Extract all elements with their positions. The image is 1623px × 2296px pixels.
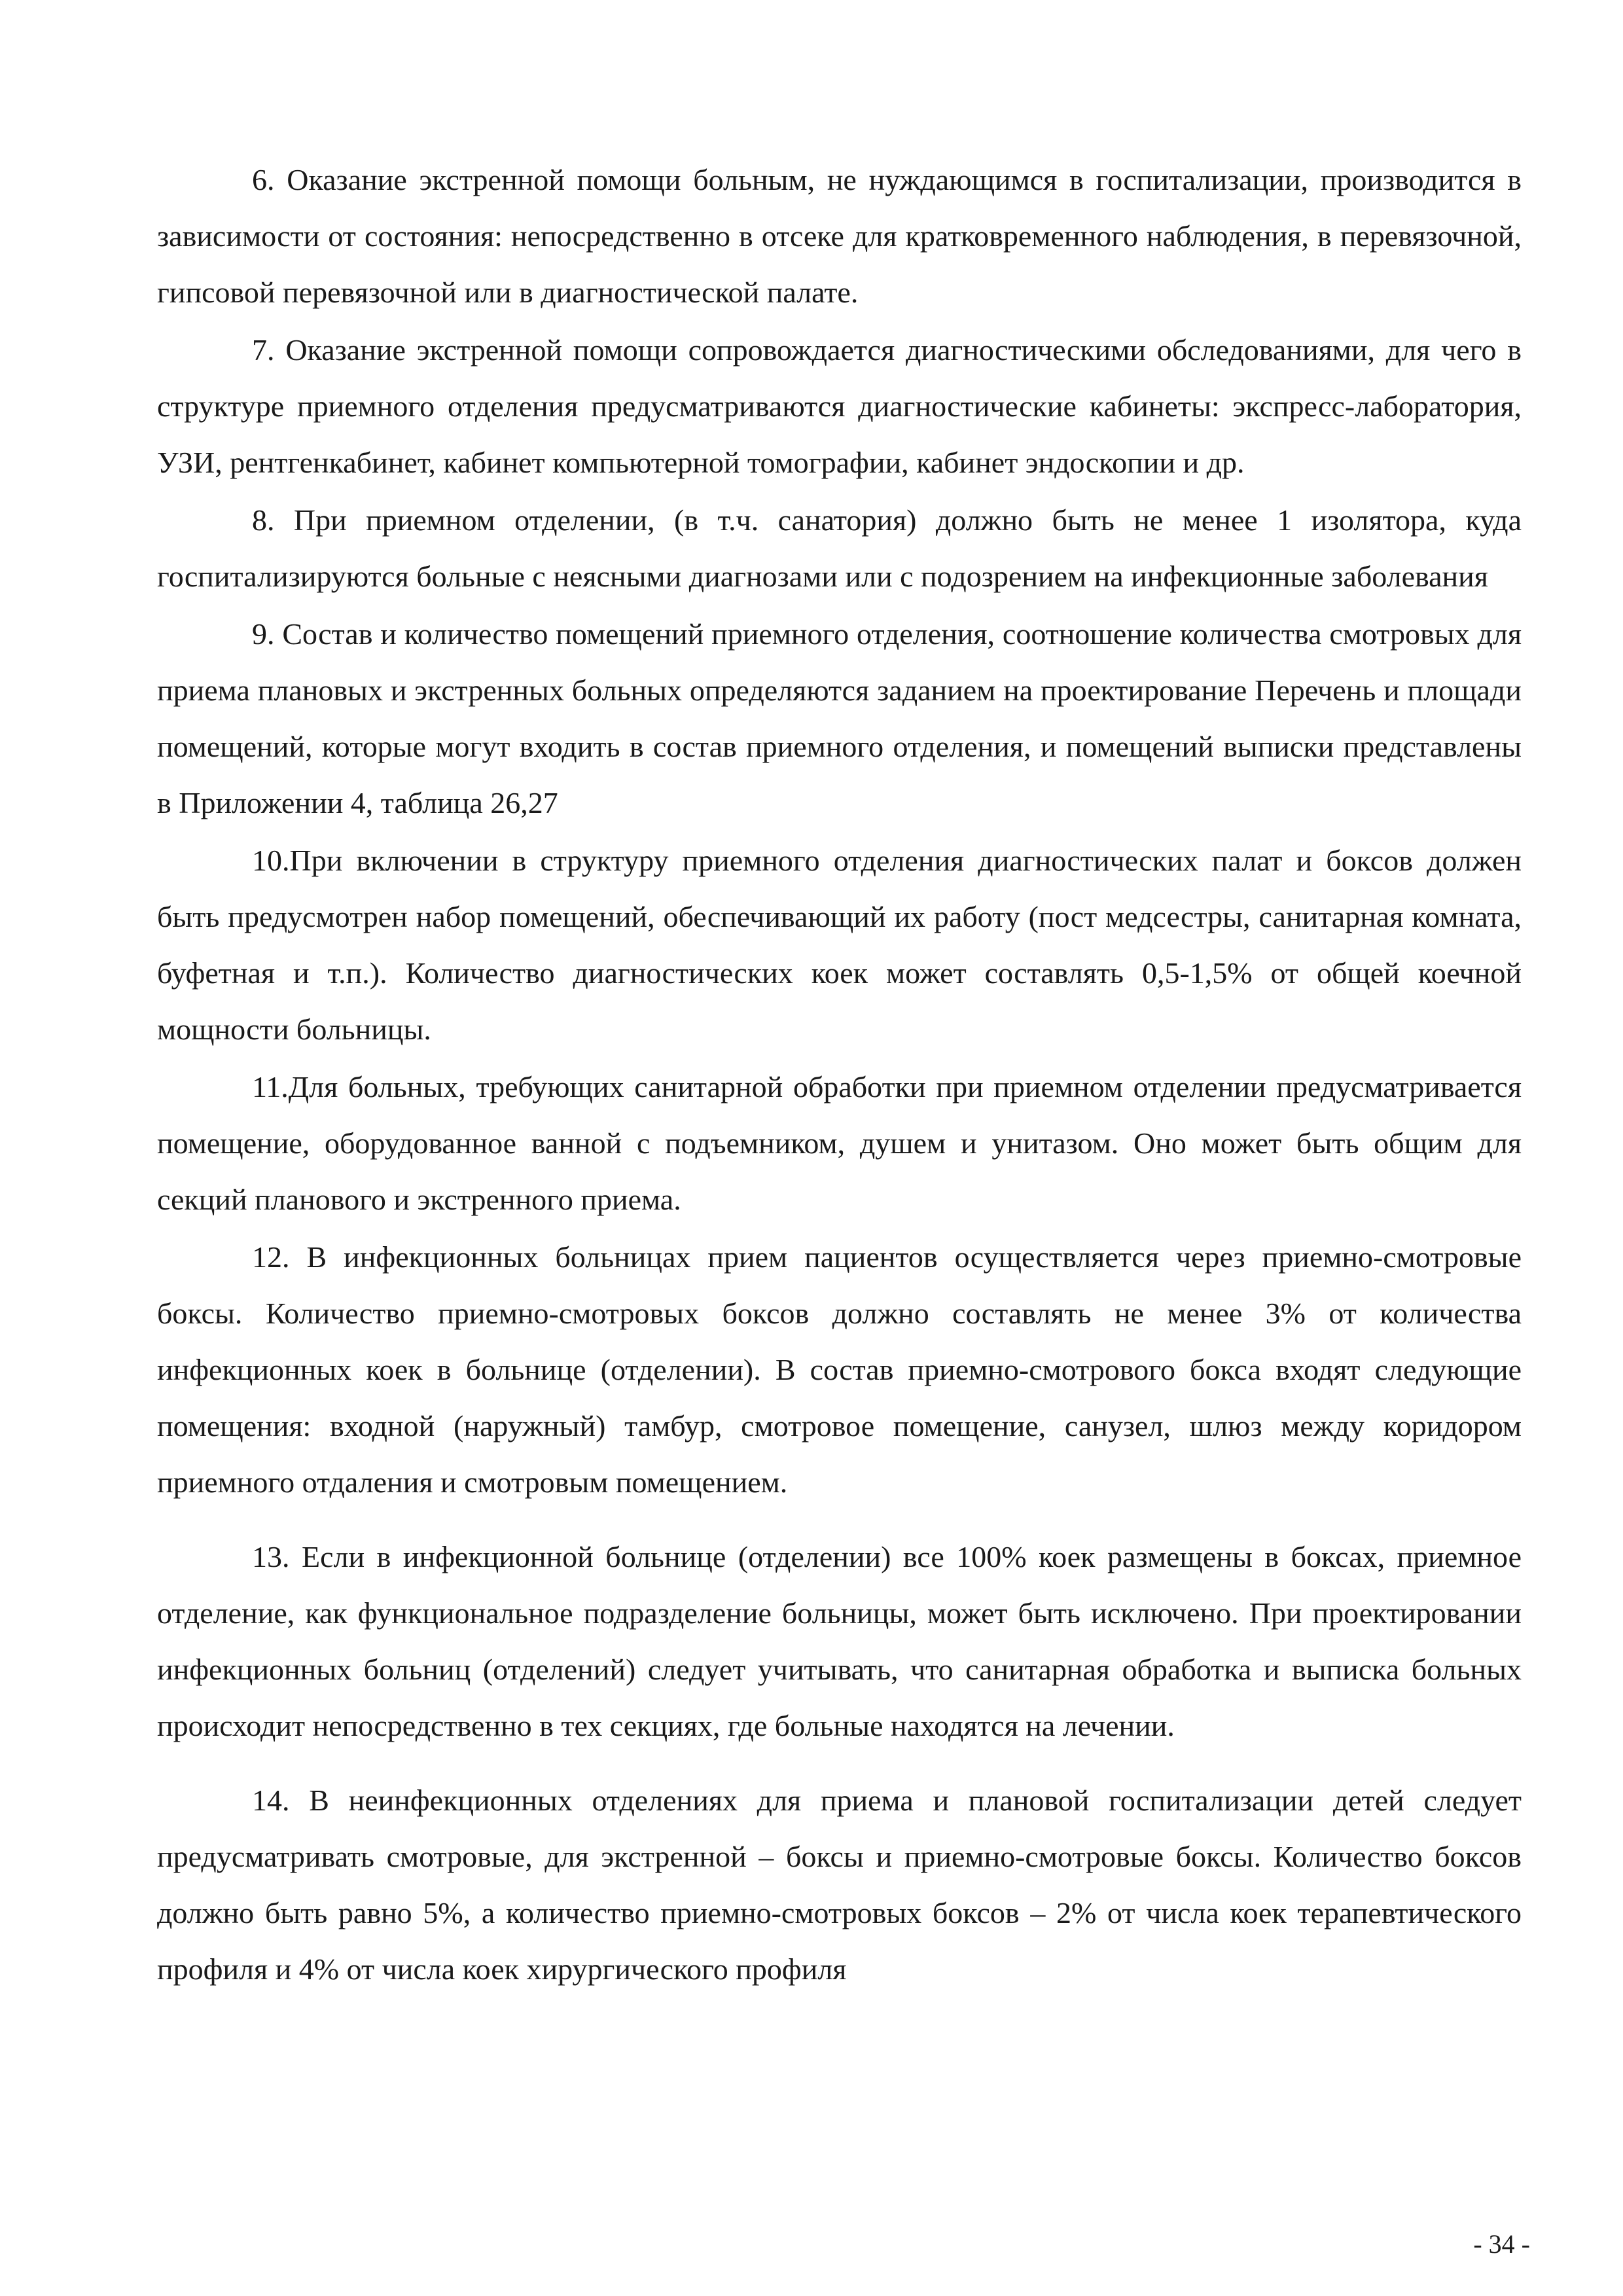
document-body (157, 152, 1522, 1999)
paragraph-8: 8. При приемном отделении, (в т.ч. санатория) должно быть не менее 1 изолятора, куда госпитализируются больные с неясными диагнозами или с подозрением на инфекционные заболевания (157, 503, 1522, 593)
paragraph-6: 6. Оказание экстренной помощи больным, не нуждающимся в госпитализации, производится в зависимости от состояния: непосредственно в отсеке для кратковременного наблюдения, в перевязочной, гипсовой перевязочной или в диагностической палате. (157, 163, 1522, 309)
paragraph-13: 13. Если в инфекционной больнице (отделении) все 100% коек размещены в боксах, приемное отделение, как функциональное подразделение больницы, может быть исключено. При проектировании инфекционных больниц (отделений) следует учитывать, что санитарная обработка и выписка больных происходит непосредственно в тех секциях, где больные находятся на лечении. (157, 1540, 1522, 1742)
paragraph-14: 14. В неинфекционных отделениях для приема и плановой госпитализации детей следует предусматривать смотровые, для экстренной – боксы и приемно-смотровые боксы. Количество боксов должно быть равно 5%, а количество приемно-смотровых боксов – 2% от числа коек терапевтического профиля и 4% от числа коек хирургического профиля (157, 1784, 1522, 1986)
paragraph-7: 7. Оказание экстренной помощи сопровождается диагностическими обследованиями, для чего в структуре приемного отделения предусматриваются диагностические кабинеты: экспресс-лаборатория, УЗИ, рентгенкабинет, кабинет компьютерной томографии, кабинет эндоскопии и др. (157, 333, 1522, 479)
paragraph-11: 11.Для больных, требующих санитарной обработки при приемном отделении предусматривается помещение, оборудованное ванной с подъемником, душем и унитазом. Оно может быть общим для секций планового и экстренного приема. (157, 1070, 1522, 1216)
paragraph-10: 10.При включении в структуру приемного отделения диагностических палат и боксов должен быть предусмотрен набор помещений, обеспечивающий их работу (пост медсестры, санитарная комната, буфетная и т.п.). Количество диагностических коек может составлять 0,5-1,5% от общей коечной мощности больницы. (157, 844, 1522, 1046)
paragraph-9: 9. Состав и количество помещений приемного отделения, соотношение количества смотровых для приема плановых и экстренных больных определяются заданием на проектирование Перечень и площади помещений, которые могут входить в состав приемного отделения, и помещений выписки представлены в Приложении 4, таблица 26,27 (157, 617, 1522, 819)
paragraph-12: 12. В инфекционных больницах прием пациентов осуществляется через приемно-смотровые боксы. Количество приемно-смотровых боксов должно составлять не менее 3% от количества инфекционных коек в больнице (отделении). В состав приемно-смотрового бокса входят следующие помещения: входной (наружный) тамбур, смотровое помещение, санузел, шлюз между коридором приемного отдаления и смотровым помещением. (157, 1240, 1522, 1499)
page-number: - 34 - (1473, 2229, 1530, 2259)
